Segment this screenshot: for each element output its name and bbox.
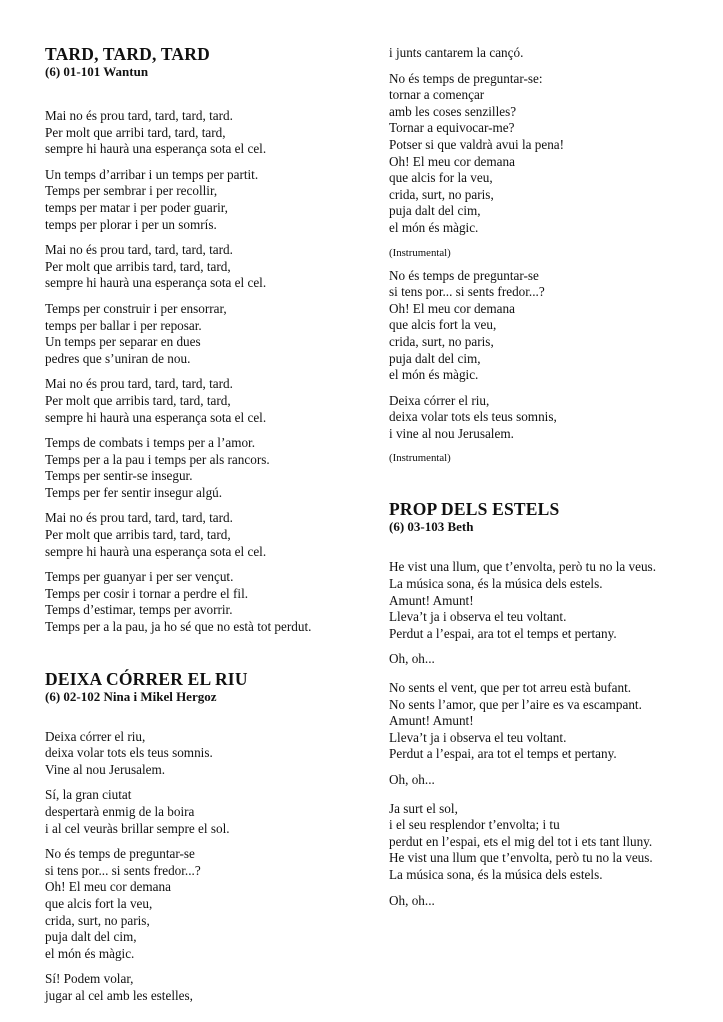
lyric-line: No sents el vent, que per tot arreu està bufant. xyxy=(389,680,632,696)
stanza xyxy=(45,108,355,158)
stanza xyxy=(45,167,355,233)
lyric-line: crida, surt, no paris, xyxy=(389,333,494,349)
song-subtitle: (6) 01-101 Wantun xyxy=(45,64,149,79)
stanza xyxy=(389,393,699,443)
lyric-line: Sí, la gran ciutat xyxy=(45,787,132,803)
lyric-line: Deixa córrer el riu, xyxy=(389,392,490,408)
lyric-line: i el seu resplendor t’envolta; i tu xyxy=(389,817,560,833)
stanza xyxy=(45,301,355,367)
stanza xyxy=(389,893,699,910)
instrumental-note: (Instrumental) xyxy=(389,452,451,465)
song-prop-dels-estels xyxy=(389,473,699,909)
lyric-line: Temps per construir i per ensorrar, xyxy=(45,300,227,316)
lyric-line: Temps per a la pau i temps per als rancors. xyxy=(45,451,270,467)
lyric-line: Temps per guanyar i per ser vençut. xyxy=(45,569,234,585)
lyric-line: Temps per cosir i tornar a perdre el fil. xyxy=(45,585,249,601)
lyric-line: Ja surt el sol, xyxy=(389,800,458,816)
lyric-line: sempre hi haurà una esperança sota el cel. xyxy=(45,409,267,425)
stanza xyxy=(389,71,699,237)
lyric-line: Temps per sentir-se insegur. xyxy=(45,468,193,484)
lyric-line: Perdut a l’espai, ara tot el temps et pertany. xyxy=(389,625,617,641)
lyric-line: deixa volar tots els teus somnis. xyxy=(45,745,213,761)
lyric-line: si tens por... si sents fredor...? xyxy=(45,862,201,878)
stanza xyxy=(389,680,699,763)
lyric-line: Temps per sembrar i per recollir, xyxy=(45,183,218,199)
lyric-line: Lleva’t ja i observa el teu voltant. xyxy=(389,609,567,625)
stanza xyxy=(45,729,355,779)
lyric-line: Mai no és prou tard, tard, tard, tard. xyxy=(45,242,233,258)
lyric-line: Deixa córrer el riu, xyxy=(45,728,146,744)
lyric-line: despertarà enmig de la boira xyxy=(45,804,195,819)
lyric-line: Mai no és prou tard, tard, tard, tard. xyxy=(45,376,233,392)
lyric-line: Per molt que arribi tard, tard, tard, xyxy=(45,124,226,140)
lyric-line: No és temps de preguntar-se: xyxy=(389,70,543,86)
lyric-line: pedres que s’uniran de nou. xyxy=(45,350,191,366)
lyric-line: Amunt! Amunt! xyxy=(389,713,474,729)
lyric-line: Un temps d’arribar i un temps per partit. xyxy=(45,166,259,182)
lyric-line: Temps d’estimar, temps per avorrir. xyxy=(45,602,233,618)
stanza xyxy=(45,376,355,426)
lyric-line: i junts cantarem la cançó. xyxy=(389,45,524,60)
lyric-line: crida, surt, no paris, xyxy=(389,186,494,202)
lyric-line: Oh, oh... xyxy=(389,892,435,908)
lyric-line: que alcis for la veu, xyxy=(389,170,493,186)
lyric-line: el món és màgic. xyxy=(389,219,479,235)
stanza xyxy=(45,787,355,837)
lyric-line: el món és màgic. xyxy=(45,945,135,961)
lyric-line: Vine al nou Jerusalem. xyxy=(45,761,166,777)
lyric-line: Temps de combats i temps per a l’amor. xyxy=(45,435,256,451)
lyric-line: si tens por... si sents fredor...? xyxy=(389,284,545,300)
lyric-line: Tornar a equivocar-me? xyxy=(389,120,515,136)
lyric-line: Temps per a la pau, ja ho sé que no està tot perdut. xyxy=(45,619,312,635)
stanza xyxy=(389,45,699,62)
song-title: DEIXA CÓRRER EL RIU xyxy=(45,668,248,689)
lyric-line: puja dalt del cim, xyxy=(45,929,137,945)
lyric-line: No sents l’amor, que per l’aire es va escampant. xyxy=(389,696,642,712)
lyric-line: sempre hi haurà una esperança sota el cel. xyxy=(45,543,267,559)
lyric-line: Mai no és prou tard, tard, tard, tard. xyxy=(45,510,233,526)
song-deixa-correr-el-riu xyxy=(45,645,355,1005)
lyric-line: tornar a començar xyxy=(389,87,485,103)
lyric-line: sempre hi haurà una esperança sota el cel. xyxy=(45,275,267,291)
stanza xyxy=(45,242,355,292)
lyric-line: He vist una llum que t’envolta, però tu no la veus. xyxy=(389,850,653,866)
lyric-line: No és temps de preguntar-se xyxy=(45,846,195,862)
stanza xyxy=(45,435,355,501)
lyric-line: sempre hi haurà una esperança sota el cel. xyxy=(45,141,267,157)
lyric-line: temps per ballar i per reposar. xyxy=(45,317,202,333)
lyric-line: He vist una llum, que t’envolta, però tu no la veus. xyxy=(389,559,656,575)
lyric-line: Amunt! Amunt! xyxy=(389,592,474,608)
lyric-line: temps per plorar i per un somrís. xyxy=(45,216,217,232)
song-subtitle: (6) 03-103 Beth xyxy=(389,519,474,535)
lyric-line: Sí! Podem volar, xyxy=(45,971,134,987)
lyric-line: el món és màgic. xyxy=(389,367,479,383)
lyric-line: Lleva’t ja i observa el teu voltant. xyxy=(389,729,567,745)
stanza xyxy=(389,772,699,789)
lyric-line: puja dalt del cim, xyxy=(389,203,481,219)
lyric-line: amb les coses senzilles? xyxy=(389,103,517,119)
lyric-line: Per molt que arribis tard, tard, tard, xyxy=(45,527,231,543)
lyric-line: Oh! El meu cor demana xyxy=(389,300,515,316)
song-tard-tard-tard xyxy=(45,0,355,636)
stanza xyxy=(45,569,355,635)
lyric-line: jugar al cel amb les estelles, xyxy=(45,987,193,1003)
lyric-line: Temps per fer sentir insegur algú. xyxy=(45,484,223,500)
lyric-line: Mai no és prou tard, tard, tard, tard. xyxy=(45,108,233,123)
stanza xyxy=(45,846,355,962)
lyric-line: Oh, oh... xyxy=(389,651,435,667)
song-title: TARD, TARD, TARD xyxy=(45,44,210,64)
lyric-line: Oh! El meu cor demana xyxy=(389,153,515,169)
lyric-line: i vine al nou Jerusalem. xyxy=(389,425,514,441)
instrumental-note: (Instrumental) xyxy=(389,246,451,259)
right-column xyxy=(389,45,699,918)
lyric-line: temps per matar i per poder guarir, xyxy=(45,199,228,215)
left-column xyxy=(45,0,355,1005)
lyric-line: Perdut a l’espai, ara tot el temps et pertany. xyxy=(389,746,617,762)
song-deixa-correr-el-riu-continued xyxy=(389,45,699,465)
stanza xyxy=(389,801,699,884)
song-subtitle: (6) 02-102 Nina i Mikel Hergoz xyxy=(45,688,217,704)
lyric-line: que alcis fort la veu, xyxy=(45,895,153,911)
lyric-line: que alcis fort la veu, xyxy=(389,317,497,333)
stanza xyxy=(389,651,699,668)
lyric-line: La música sona, és la música dels estels. xyxy=(389,866,603,882)
lyric-line: Per molt que arribis tard, tard, tard, xyxy=(45,392,231,408)
lyric-line: Un temps per separar en dues xyxy=(45,334,201,350)
lyric-line: No és temps de preguntar-se xyxy=(389,267,539,283)
lyric-line: La música sona, és la música dels estels. xyxy=(389,576,603,592)
stanza xyxy=(389,559,699,642)
song-title: PROP DELS ESTELS xyxy=(389,499,560,520)
stanza xyxy=(45,971,355,1004)
lyric-line: crida, surt, no paris, xyxy=(45,912,150,928)
lyric-line: i al cel veuràs brillar sempre el sol. xyxy=(45,820,230,836)
lyric-line: Per molt que arribis tard, tard, tard, xyxy=(45,258,231,274)
lyric-line: deixa volar tots els teus somnis, xyxy=(389,409,557,425)
stanza xyxy=(45,510,355,560)
lyric-line: Potser si que valdrà avui la pena! xyxy=(389,136,565,152)
lyric-line: perdut en l’espai, ets el mig del tot i ets tant lluny. xyxy=(389,833,653,849)
lyric-line: puja dalt del cim, xyxy=(389,350,481,366)
lyric-line: Oh, oh... xyxy=(389,772,435,787)
lyric-line: Oh! El meu cor demana xyxy=(45,879,171,895)
stanza xyxy=(389,268,699,384)
